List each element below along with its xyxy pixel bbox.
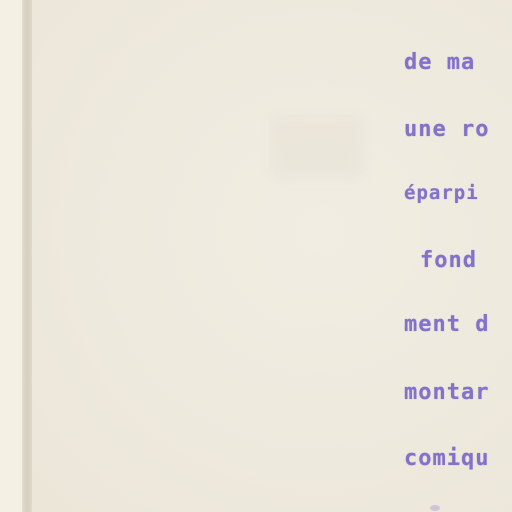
typed-line-3: éparpi (404, 182, 479, 204)
typed-line-2: une ro (404, 117, 490, 142)
typed-line-4: fond (420, 248, 477, 273)
ink-speck (430, 505, 440, 511)
typed-line-1: de ma (404, 50, 476, 75)
typed-line-6: montar (404, 380, 490, 405)
typed-line-7: comiqu (404, 446, 490, 471)
paper-stain (272, 118, 362, 178)
typed-line-5: ment d (404, 312, 490, 337)
